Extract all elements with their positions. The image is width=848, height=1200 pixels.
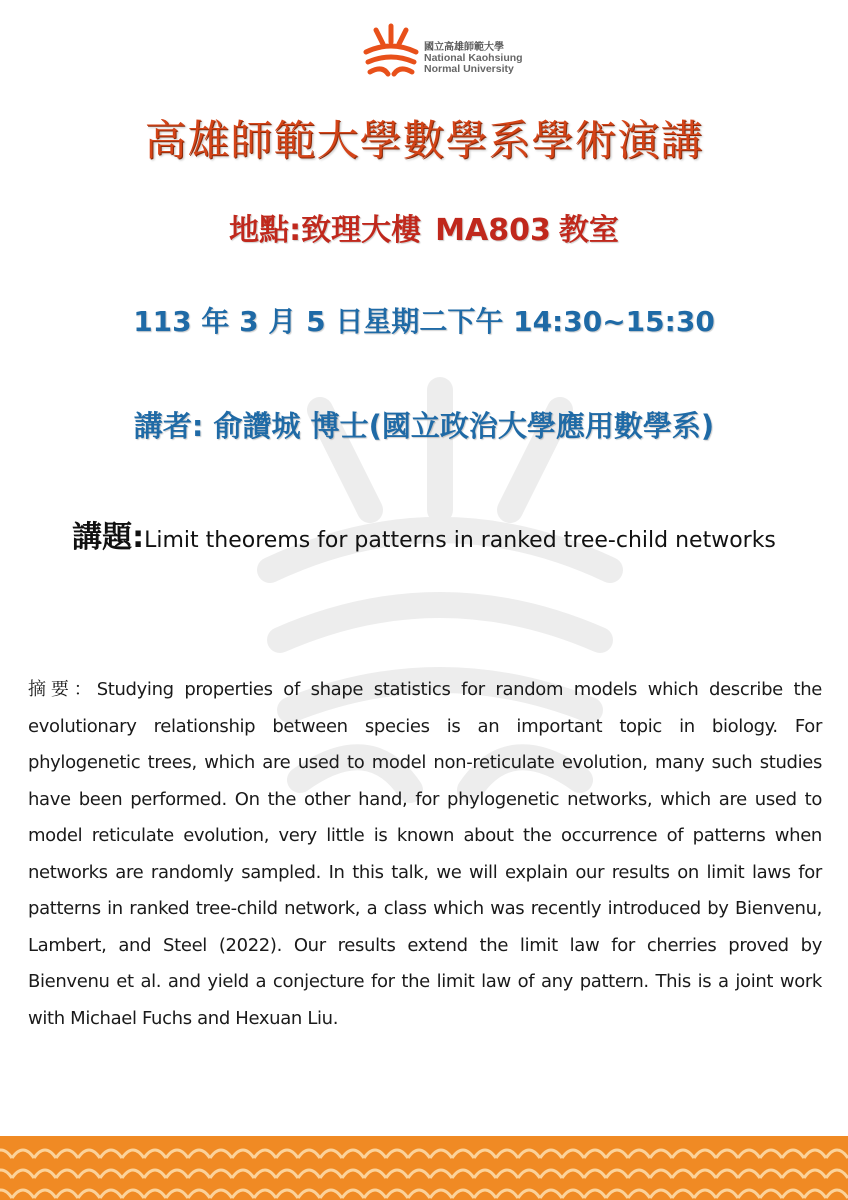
venue-line — [0, 205, 848, 249]
topic-label: 講題: — [72, 520, 145, 555]
sun-emblem-icon — [356, 20, 426, 90]
venue-label: 地點:致理大樓 — [229, 213, 422, 248]
logo-chinese-name: 國立高雄師範大學 — [424, 42, 504, 53]
abstract-text: Studying properties of shape statistics for random models which describe the evolutionary relationship between species is an important topic in biology. For phylogenetic trees, which are used to model non-reticulate evolution, many such studies have been performed. On the other hand, for phylogenetic networks, which are used to model reticulate evolution, very little is known about the occurrence of patterns when networks are randomly sampled. In this talk, we will explain our results on limit laws for patterns in ranked tree-child network, a class which was recently introduced by Bienvenu, Lambert, and Steel (2022). Our results extend the limit law for cherries proved by Bienvenu et al. and yield a conjecture for the limit law of any pattern. This is a joint work with Michael Fuchs and Hexuan Liu. — [28, 679, 822, 1029]
university-logo — [356, 20, 556, 90]
speaker-line: 講者: 俞讚城 博士(國立政治大學應用數學系) — [133, 409, 715, 443]
logo-english-name-line2: Normal University — [424, 63, 514, 75]
topic-line — [0, 512, 848, 556]
abstract-paragraph — [28, 672, 822, 1037]
venue-suffix: 教室 — [558, 213, 619, 248]
lecture-title: 高雄師範大學數學系學術演講 — [144, 116, 704, 165]
decorative-footer-band — [0, 1136, 848, 1200]
lecture-datetime: 113 年 3 月 5 日星期二下午 14:30~15:30 — [133, 305, 715, 338]
logo-english-name-line1: National Kaohsiung — [424, 52, 523, 64]
topic-text: Limit theorems for patterns in ranked tree-child networks — [144, 528, 776, 553]
venue-room: MA803 — [435, 213, 551, 248]
abstract-label: 摘要： — [28, 679, 97, 700]
